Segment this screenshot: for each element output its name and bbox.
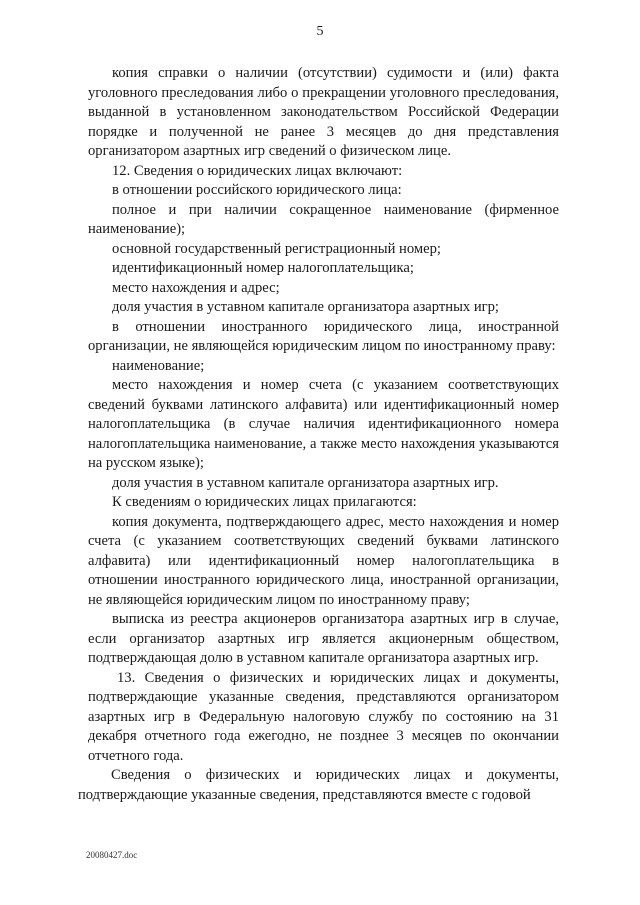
file-code: 20080427.doc	[86, 850, 138, 860]
paragraph-capital-share: доля участия в уставном капитале организатора азартных игр;	[112, 299, 499, 315]
paragraph-section-13: 13. Сведения о физических и юридических лицах и документы, подтверждающие указанные сведения, представляются организатором азартных игр в Федеральную налоговую службу по состоянию на 31 декабря отчетного года ежегодно, не позднее 3 месяцев по окончании отчетного года.	[88, 669, 559, 764]
paragraph-name: наименование;	[112, 357, 205, 374]
paragraph-shareholder-register: выписка из реестра акционеров организатора азартных игр в случае, если организатор азартных игр является акционерным обществом, подтверждающая долю в уставном капитале организатора азартных игр.	[88, 611, 559, 666]
paragraph-foreign-capital-share: доля участия в уставном капитале организатора азартных игр.	[112, 474, 499, 491]
paragraph-location-address: место нахождения и адрес;	[112, 279, 280, 296]
paragraph-criminal-record-certificate: копия справки о наличии (отсутствии) судимости и (или) факта уголовного преследования либо о прекращении уголовного преследования, выданной в установленном законодательством Российской Федерации порядке и полученной не ранее 3 месяцев до дня представления организатором азартных игр сведений о физическом лице.	[88, 65, 559, 159]
paragraph-location-account: место нахождения и номер счета (с указанием соответствующих сведений буквами латинского алфавита) или идентификационный номер налогоплательщика (в случае наличия идентификационного номера налогоплательщика наименование, а также место нахождения указываются на русском языке);	[88, 377, 559, 471]
paragraph-document-copy: копия документа, подтверждающего адрес, место нахождения и номер счета (с указанием соответствующих сведений буквами латинского алфавита) или идентификационный номер налогоплательщика в отношении иностранного юридического лица, иностранной организации, не являющейся юридическим лицом по иностранному праву;	[88, 513, 559, 608]
paragraph-annual-submission: Сведения о физических и юридических лицах и документы, подтверждающие указанные сведения, представляются вместе с годовой	[78, 767, 559, 803]
paragraph-foreign-legal-entity: в отношении иностранного юридического лица, иностранной организации, не являющейся юридическим лицом по иностранному праву:	[88, 318, 559, 354]
paragraph-section-12-heading: 12. Сведения о юридических лицах включают:	[112, 162, 403, 179]
page-number: 5	[316, 24, 324, 39]
paragraph-inn: идентификационный номер налогоплательщика;	[112, 260, 414, 276]
document-body	[78, 64, 559, 805]
paragraph-full-name: полное и при наличии сокращенное наименование (фирменное наименование);	[88, 201, 559, 237]
paragraph-attachments-heading: К сведениям о юридических лицах прилагаются:	[112, 494, 417, 510]
paragraph-ogrn: основной государственный регистрационный номер;	[112, 240, 441, 257]
paragraph-russian-legal-entity: в отношении российского юридического лица:	[112, 182, 402, 198]
